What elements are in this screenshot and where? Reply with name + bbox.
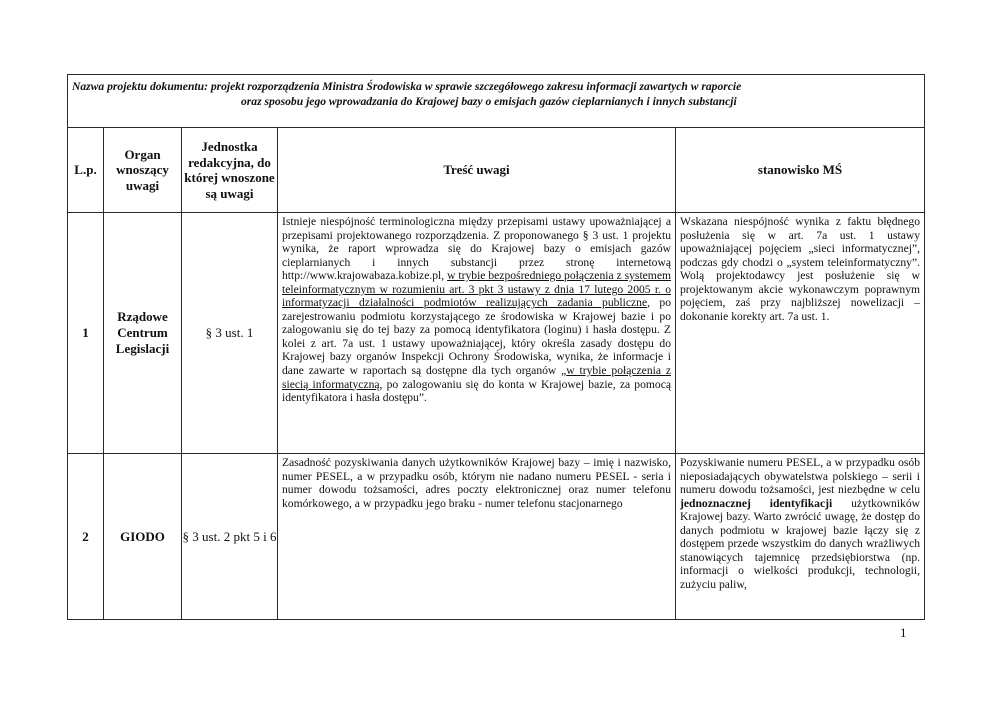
- page-number: 1: [900, 625, 907, 640]
- position-text: Pozyskiwanie numeru PESEL, a w przypadku osób nieposiadających obywatelstwa polskiego – serii i numeru dowodu tożsamości, jest niezbędne w celu: [680, 456, 921, 497]
- row-organ: Rządowe Centrum Legislacji: [104, 213, 182, 454]
- header-organ: Organ wnoszący uwagi: [104, 128, 182, 213]
- row-position: [676, 213, 925, 454]
- content-underlined-text: w trybie połączenia z siecią informatyczną: [282, 364, 671, 391]
- row-unit: § 3 ust. 1: [182, 213, 278, 454]
- row-number: 2: [68, 454, 104, 620]
- row-content: [278, 454, 676, 620]
- position-text: użytkowników Krajowej bazy. Warto zwrócić uwagę, że dostęp do danych podmiotu w krajowej bazie łączy się z dostępem przede wszystkim do danych wrażliwych stanowiących tajemnicę przedsiębiorstwa (np. informacji o wielkości produkcji, technologii, zużyciu paliw,: [680, 496, 921, 591]
- position-text: Wskazana niespójność wynika z faktu błędnego posłużenia się w art. 7a ust. 1 ustawy upoważniającej pojęciem „sieci informatycznej”, podczas gdy chodzi o „system teleinformatyczny”. Wolą projektodawcy jest posłużenie się w projektowanym akcie wykonawczym poprawnym pojęciem, zaś przy najbliższej nowelizacji – dokonanie korekty art. 7a ust. 1.: [680, 215, 921, 323]
- content-text: Istnieje niespójność terminologiczna między przepisami ustawy upoważniającej a przepisami projektowanego rozporządzenia. Z proponowanego § 3 ust. 1 projektu wynika, że raport wprowadza się do Krajowej bazy o emisjach gazów cieplarnianych i innych substancji przez stronę internetową http://www.krajowabaza.kobize.pl,: [282, 215, 671, 283]
- row-unit: § 3 ust. 2 pkt 5 i 6: [182, 454, 278, 620]
- header-lp: L.p.: [68, 128, 104, 213]
- document-title: [68, 75, 925, 128]
- title-line-2: oraz sposobu jego wprowadzania do Krajowej bazy o emisjach gazów cieplarnianych i innych substancji: [241, 95, 737, 108]
- row-content: [278, 213, 676, 454]
- comments-table: [67, 74, 925, 620]
- table-row: [68, 454, 925, 620]
- content-text: , po zarejestrowaniu podmiotu korzystającego ze środowiska w Krajowej bazie i po zalogowaniu się do tej bazy za pomocą identyfikatora (loginu) i hasła dostępu. Z kolei z art. 7a ust. 1 ustawy upoważniającej, który określa zasady dostępu do Krajowej bazy organów Inspekcji Ochrony Środowiska, wynika, że informacje i dane zawarte w raportach są dostępne dla tych organów „: [282, 296, 671, 378]
- content-underlined-text: w trybie bezpośredniego połączenia z systemem teleinformatycznym w rozumieniu art. 3 pkt 3 ustawy z dnia 17 lutego 2005 r. o informatyzacji działalności podmiotów realizujących zadania publiczne: [282, 269, 671, 310]
- table-row: [68, 213, 925, 454]
- header-position: stanowisko MŚ: [676, 128, 925, 213]
- header-row: [68, 128, 925, 213]
- header-unit: Jednostka redakcyjna, do której wnoszone są uwagi: [182, 128, 278, 213]
- title-row: [68, 75, 925, 128]
- title-line-1: Nazwa projektu dokumentu: projekt rozporządzenia Ministra Środowiska w sprawie szczegółowego zakresu informacji zawartych w raporcie: [72, 80, 742, 93]
- row-number: 1: [68, 213, 104, 454]
- row-organ: GIODO: [104, 454, 182, 620]
- row-position: [676, 454, 925, 620]
- content-text: , po zalogowaniu się do konta w Krajowej bazie, za pomocą identyfikatora i hasła dostępu”.: [282, 377, 671, 405]
- header-content: Treść uwagi: [278, 128, 676, 213]
- content-text: Zasadność pozyskiwania danych użytkowników Krajowej bazy – imię i nazwisko, numer PESEL, a w przypadku osób, którym nie nadano numeru PESEL - seria i numer dowodu tożsamości, adres poczty elektronicznej oraz numer telefonu komórkowego, a w przypadku jego braku - numer telefonu stacjonarnego: [282, 456, 671, 510]
- position-bold-text: jednoznacznej identyfikacji: [680, 496, 833, 510]
